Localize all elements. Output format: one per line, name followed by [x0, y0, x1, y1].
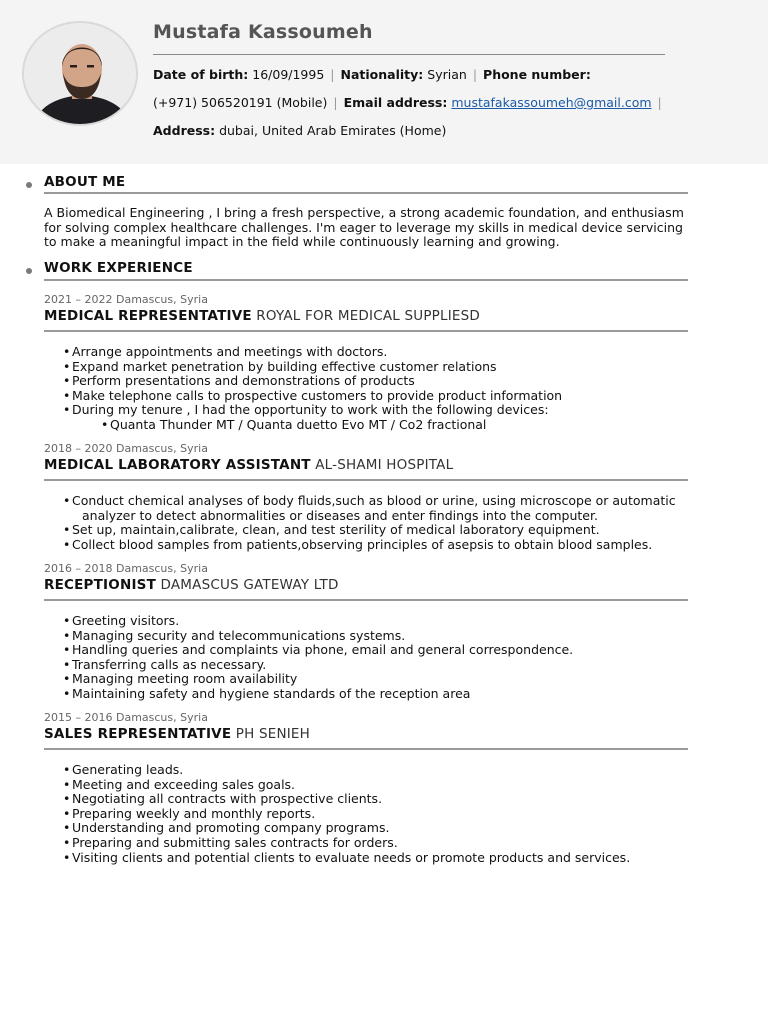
candidate-name: Mustafa Kassoumeh [153, 21, 373, 43]
task-item: • Meeting and exceeding sales goals. [63, 778, 688, 793]
job-divider [44, 599, 688, 601]
profile-photo [22, 21, 138, 126]
phone-label: Phone number: [483, 67, 591, 82]
job-company: DAMASCUS GATEWAY LTD [160, 577, 339, 593]
job-entry [44, 711, 688, 865]
job-date: 2018 – 2020 Damascus, Syria [44, 442, 208, 455]
task-item: • Maintaining safety and hygiene standards of the reception area [63, 687, 688, 702]
task-item: • During my tenure , I had the opportunity to work with the following devices: [63, 403, 688, 418]
job-title [44, 457, 688, 474]
separator: | [657, 95, 662, 110]
task-item: • Visiting clients and potential clients to evaluate needs or promote products and services. [63, 851, 688, 866]
task-item: • Collect blood samples from patients,observing principles of asepsis to obtain blood samples. [63, 538, 688, 553]
task-item: • Handling queries and complaints via phone, email and general correspondence. [63, 643, 688, 658]
info-line-1 [153, 67, 591, 82]
task-subitem: • Quanta Thunder MT / Quanta duetto Evo MT / Co2 fractional [63, 418, 688, 433]
dob-label: Date of birth: [153, 67, 249, 82]
section-bullet [26, 182, 32, 188]
job-date: 2016 – 2018 Damascus, Syria [44, 562, 208, 575]
job-title [44, 577, 688, 594]
task-list [44, 494, 688, 552]
nationality-label: Nationality: [340, 67, 424, 82]
task-item: • Expand market penetration by building effective customer relations [63, 360, 688, 375]
job-company: AL-SHAMI HOSPITAL [315, 457, 454, 473]
job-divider [44, 330, 688, 332]
name-divider [153, 54, 665, 55]
task-item: • Transferring calls as necessary. [63, 658, 688, 673]
address-label: Address: [153, 123, 216, 138]
email-link[interactable]: mustafakassoumeh@gmail.com [451, 95, 652, 110]
task-item: • Arrange appointments and meetings with doctors. [63, 345, 688, 360]
separator: | [333, 95, 338, 110]
job-entry [44, 562, 688, 702]
experience-divider [44, 279, 688, 281]
info-line-2 [153, 95, 668, 110]
job-entry [44, 442, 688, 552]
task-list [44, 763, 688, 865]
task-item: • Perform presentations and demonstrations of products [63, 374, 688, 389]
job-date: 2015 – 2016 Damascus, Syria [44, 711, 208, 724]
email-label: Email address: [343, 95, 448, 110]
task-item: • Preparing weekly and monthly reports. [63, 807, 688, 822]
task-item: • Preparing and submitting sales contracts for orders. [63, 836, 688, 851]
task-text-continued: analyzer to detect abnormalities or diseases and enter findings into the computer. [82, 507, 598, 523]
address-value: dubai, United Arab Emirates (Home) [219, 123, 447, 138]
about-title: ABOUT ME [44, 174, 126, 190]
job-date: 2021 – 2022 Damascus, Syria [44, 293, 208, 306]
about-text: A Biomedical Engineering , I bring a fresh perspective, a strong academic foundation, and enthusiasm for solving complex healthcare challenges. I'm eager to leverage my skills in medical device servicing to make a meaningful impact in the field while continuously learning and growing. [44, 205, 684, 249]
job-entry [44, 293, 688, 433]
section-bullet [26, 268, 32, 274]
task-text: Conduct chemical analyses of body fluids,such as blood or urine, using microscope or automatic [72, 493, 676, 508]
task-item: • Set up, maintain,calibrate, clean, and test sterility of medical laboratory equipment. [63, 523, 688, 538]
job-role: MEDICAL REPRESENTATIVE [44, 308, 252, 324]
job-role: RECEPTIONIST [44, 577, 157, 593]
header-band [0, 0, 768, 164]
about-divider [44, 192, 688, 194]
job-company: ROYAL FOR MEDICAL SUPPLIESD [256, 308, 481, 324]
task-item: • Understanding and promoting company programs. [63, 821, 688, 836]
info-line-3 [153, 123, 446, 138]
job-title [44, 726, 688, 743]
task-item: • Generating leads. [63, 763, 688, 778]
nationality-value: Syrian [427, 67, 467, 82]
task-item: • Managing security and telecommunications systems. [63, 629, 688, 644]
phone-value: (+971) 506520191 (Mobile) [153, 95, 328, 110]
task-item: • Negotiating all contracts with prospective clients. [63, 792, 688, 807]
job-divider [44, 479, 688, 481]
job-divider [44, 748, 688, 750]
job-company: PH SENIEH [235, 726, 311, 742]
separator: | [330, 67, 335, 82]
job-title [44, 308, 688, 325]
task-item: • Make telephone calls to prospective customers to provide product information [63, 389, 688, 404]
job-role: SALES REPRESENTATIVE [44, 726, 232, 742]
task-item: • Managing meeting room availability [63, 672, 688, 687]
separator: | [472, 67, 478, 82]
dob-value: 16/09/1995 [252, 67, 325, 82]
experience-title: WORK EXPERIENCE [44, 260, 193, 276]
job-role: MEDICAL LABORATORY ASSISTANT [44, 457, 311, 473]
task-list [44, 614, 688, 702]
task-list [44, 345, 688, 433]
task-item [63, 494, 688, 523]
task-item: • Greeting visitors. [63, 614, 688, 629]
